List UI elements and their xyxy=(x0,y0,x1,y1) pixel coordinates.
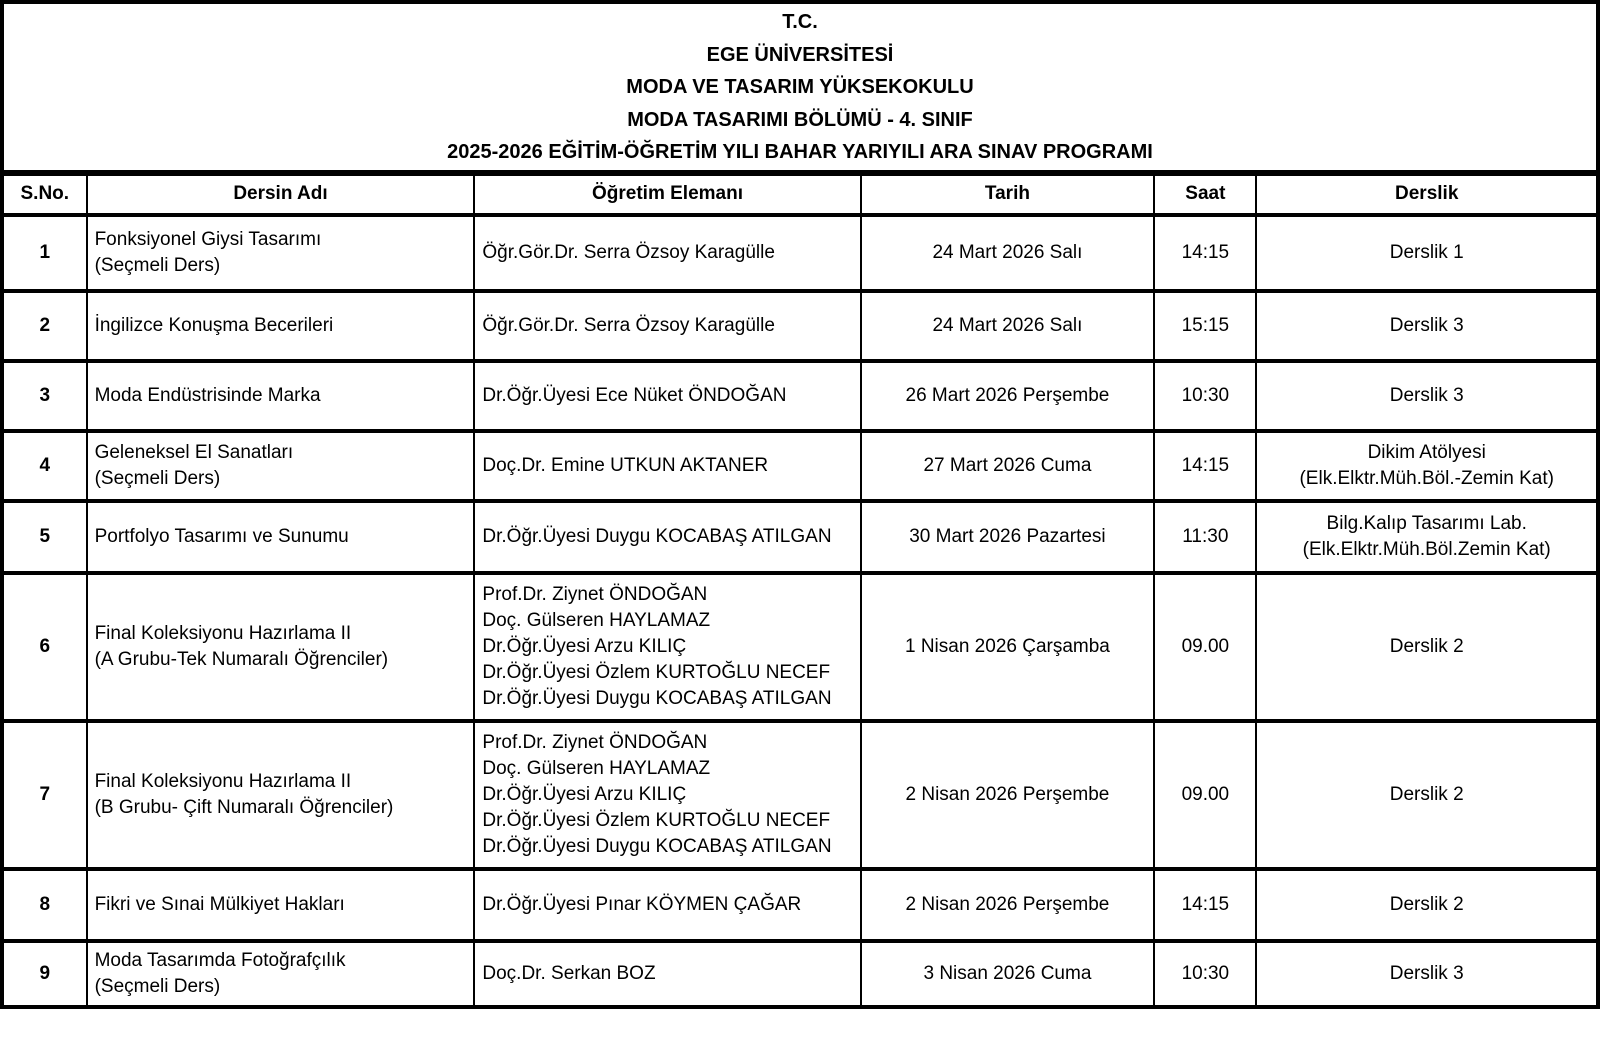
date-cell: 1 Nisan 2026 Çarşamba xyxy=(861,573,1155,721)
document-title-block xyxy=(0,0,1600,170)
instructor-line: Dr.Öğr.Üyesi Arzu KILIÇ xyxy=(482,783,687,805)
instructor-line: Doç.Dr. Emine UTKUN AKTANER xyxy=(482,454,769,476)
instructor-line: Doç.Dr. Serkan BOZ xyxy=(482,962,656,984)
time-cell: 10:30 xyxy=(1154,941,1256,1007)
instructor-line: Prof.Dr. Ziynet ÖNDOĞAN xyxy=(482,731,708,753)
sno-cell: 8 xyxy=(2,869,87,941)
header-course: Dersin Adı xyxy=(87,173,475,215)
time-cell: 14:15 xyxy=(1154,431,1256,501)
sno-cell: 2 xyxy=(2,291,87,361)
time-cell: 15:15 xyxy=(1154,291,1256,361)
room-line: Derslik 3 xyxy=(1389,314,1464,336)
course-cell xyxy=(87,291,475,361)
table-row xyxy=(2,721,1598,869)
course-line: Fonksiyonel Giysi Tasarımı xyxy=(94,228,322,250)
room-line: Derslik 2 xyxy=(1389,783,1464,805)
instructor-cell xyxy=(474,573,860,721)
course-line: (A Grubu-Tek Numaralı Öğrenciler) xyxy=(94,648,389,670)
time-cell: 10:30 xyxy=(1154,361,1256,431)
instructor-line: Dr.Öğr.Üyesi Özlem KURTOĞLU NECEF xyxy=(482,661,831,683)
title-line-program: 2025-2026 EĞİTİM-ÖĞRETİM YILI BAHAR YARIYILI ARA SINAV PROGRAMI xyxy=(447,141,1153,163)
instructor-line: Dr.Öğr.Üyesi Pınar KÖYMEN ÇAĞAR xyxy=(482,893,802,915)
exam-schedule-table xyxy=(0,170,1600,1009)
course-line: Fikri ve Sınai Mülkiyet Hakları xyxy=(94,893,345,915)
header-room: Derslik xyxy=(1256,173,1598,215)
instructor-line: Doç. Gülseren HAYLAMAZ xyxy=(482,609,711,631)
instructor-line: Prof.Dr. Ziynet ÖNDOĞAN xyxy=(482,583,708,605)
sno-cell: 1 xyxy=(2,215,87,291)
room-cell xyxy=(1256,941,1598,1007)
sno-cell: 3 xyxy=(2,361,87,431)
room-line: Derslik 3 xyxy=(1389,384,1464,406)
date-cell: 2 Nisan 2026 Perşembe xyxy=(861,721,1155,869)
table-row xyxy=(2,869,1598,941)
instructor-line: Öğr.Gör.Dr. Serra Özsoy Karagülle xyxy=(482,314,775,336)
time-cell: 14:15 xyxy=(1154,869,1256,941)
table-header-row xyxy=(2,173,1598,215)
table-row xyxy=(2,215,1598,291)
sno-cell: 7 xyxy=(2,721,87,869)
room-cell xyxy=(1256,573,1598,721)
time-cell: 14:15 xyxy=(1154,215,1256,291)
table-row xyxy=(2,361,1598,431)
time-cell: 11:30 xyxy=(1154,501,1256,573)
course-line: (Seçmeli Ders) xyxy=(94,975,221,997)
room-cell xyxy=(1256,501,1598,573)
time-cell: 09.00 xyxy=(1154,573,1256,721)
instructor-cell xyxy=(474,215,860,291)
course-line: (Seçmeli Ders) xyxy=(94,467,221,489)
course-line: Final Koleksiyonu Hazırlama II xyxy=(94,770,352,792)
instructor-line: Dr.Öğr.Üyesi Duygu KOCABAŞ ATILGAN xyxy=(482,525,832,547)
instructor-line: Öğr.Gör.Dr. Serra Özsoy Karagülle xyxy=(482,241,775,263)
table-row xyxy=(2,941,1598,1007)
header-time: Saat xyxy=(1154,173,1256,215)
instructor-line: Dr.Öğr.Üyesi Duygu KOCABAŞ ATILGAN xyxy=(482,687,832,709)
course-cell xyxy=(87,573,475,721)
title-line-university: EGE ÜNİVERSİTESİ xyxy=(706,43,894,66)
room-line: Derslik 2 xyxy=(1389,893,1464,915)
course-line: Moda Endüstrisinde Marka xyxy=(94,384,321,406)
table-row xyxy=(2,431,1598,501)
course-line: (B Grubu- Çift Numaralı Öğrenciler) xyxy=(94,796,394,818)
header-instructor: Öğretim Elemanı xyxy=(474,173,860,215)
sno-cell: 4 xyxy=(2,431,87,501)
title-line-tc: T.C. xyxy=(782,11,818,33)
course-cell xyxy=(87,215,475,291)
sno-cell: 9 xyxy=(2,941,87,1007)
instructor-line: Doç. Gülseren HAYLAMAZ xyxy=(482,757,711,779)
header-sno: S.No. xyxy=(2,173,87,215)
room-cell xyxy=(1256,361,1598,431)
date-cell: 26 Mart 2026 Perşembe xyxy=(861,361,1155,431)
room-line: Derslik 2 xyxy=(1389,635,1464,657)
instructor-cell xyxy=(474,869,860,941)
room-line: Derslik 3 xyxy=(1389,962,1464,984)
instructor-line: Dr.Öğr.Üyesi Duygu KOCABAŞ ATILGAN xyxy=(482,835,832,857)
instructor-cell xyxy=(474,721,860,869)
instructor-line: Dr.Öğr.Üyesi Arzu KILIÇ xyxy=(482,635,687,657)
date-cell: 3 Nisan 2026 Cuma xyxy=(861,941,1155,1007)
room-line: Bilg.Kalıp Tasarımı Lab. xyxy=(1326,512,1527,534)
course-line: Final Koleksiyonu Hazırlama II xyxy=(94,622,352,644)
instructor-line: Dr.Öğr.Üyesi Özlem KURTOĞLU NECEF xyxy=(482,809,831,831)
instructor-line: Dr.Öğr.Üyesi Ece Nüket ÖNDOĞAN xyxy=(482,384,787,406)
title-line-department: MODA TASARIMI BÖLÜMÜ - 4. SINIF xyxy=(627,108,973,131)
date-cell: 24 Mart 2026 Salı xyxy=(861,215,1155,291)
course-cell xyxy=(87,361,475,431)
room-cell xyxy=(1256,215,1598,291)
course-line: Moda Tasarımda Fotoğrafçılık xyxy=(94,949,346,971)
course-cell xyxy=(87,869,475,941)
room-line: (Elk.Elktr.Müh.Böl.Zemin Kat) xyxy=(1302,538,1551,560)
instructor-cell xyxy=(474,291,860,361)
room-cell xyxy=(1256,431,1598,501)
course-cell xyxy=(87,431,475,501)
sno-cell: 5 xyxy=(2,501,87,573)
table-row xyxy=(2,501,1598,573)
sno-cell: 6 xyxy=(2,573,87,721)
course-line: Geleneksel El Sanatları xyxy=(94,441,294,463)
instructor-cell xyxy=(474,501,860,573)
course-line: (Seçmeli Ders) xyxy=(94,254,221,276)
course-line: Portfolyo Tasarımı ve Sunumu xyxy=(94,525,349,547)
time-cell: 09.00 xyxy=(1154,721,1256,869)
date-cell: 30 Mart 2026 Pazartesi xyxy=(861,501,1155,573)
date-cell: 2 Nisan 2026 Perşembe xyxy=(861,869,1155,941)
instructor-cell xyxy=(474,361,860,431)
date-cell: 27 Mart 2026 Cuma xyxy=(861,431,1155,501)
room-line: Dikim Atölyesi xyxy=(1367,441,1486,463)
table-row xyxy=(2,291,1598,361)
room-line: (Elk.Elktr.Müh.Böl.-Zemin Kat) xyxy=(1299,467,1554,489)
course-line: İngilizce Konuşma Becerileri xyxy=(94,314,334,336)
title-line-school: MODA VE TASARIM YÜKSEKOKULU xyxy=(626,76,974,98)
table-row xyxy=(2,573,1598,721)
room-cell xyxy=(1256,721,1598,869)
date-cell: 24 Mart 2026 Salı xyxy=(861,291,1155,361)
room-cell xyxy=(1256,869,1598,941)
course-cell xyxy=(87,501,475,573)
room-line: Derslik 1 xyxy=(1389,241,1464,263)
header-date: Tarih xyxy=(861,173,1155,215)
course-cell xyxy=(87,721,475,869)
instructor-cell xyxy=(474,431,860,501)
course-cell xyxy=(87,941,475,1007)
room-cell xyxy=(1256,291,1598,361)
instructor-cell xyxy=(474,941,860,1007)
